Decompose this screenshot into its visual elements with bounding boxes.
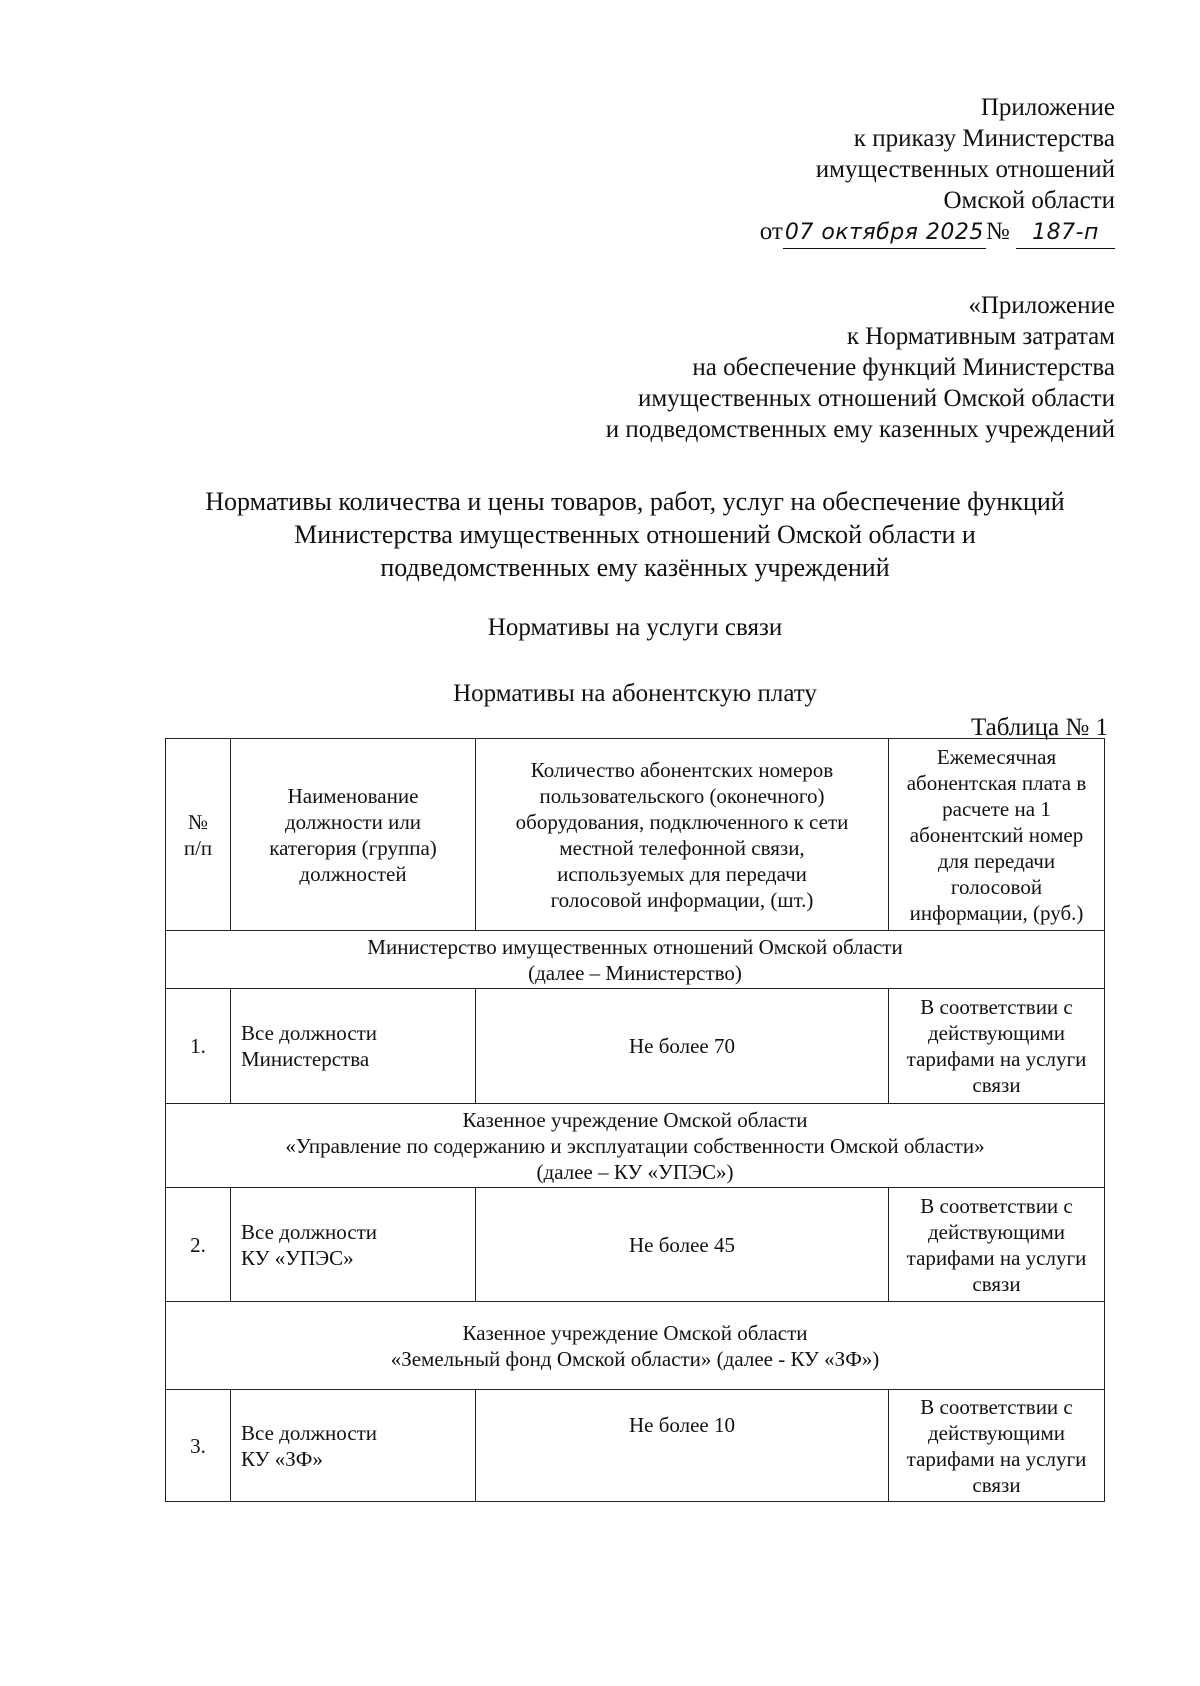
appendix-ref-line: на обеспечение функций Министерства bbox=[692, 354, 1115, 381]
appendix-reference bbox=[606, 290, 1115, 445]
cell-quantity: Не более 70 bbox=[476, 989, 889, 1104]
subtitle-subscription-fee: Нормативы на абонентскую плату bbox=[453, 680, 817, 707]
cell-text: Все должности bbox=[241, 1021, 378, 1045]
cell-quantity: Не более 10 bbox=[476, 1390, 889, 1502]
appendix-ref-line: имущественных отношений Омской области bbox=[637, 385, 1115, 412]
header-text: пользовательского (оконечного) bbox=[539, 783, 825, 808]
header-fee bbox=[889, 739, 1105, 931]
cell-text: В соответствии с bbox=[920, 995, 1073, 1019]
cell-quantity: Не более 45 bbox=[476, 1188, 889, 1302]
header-text: должностей bbox=[299, 861, 407, 886]
cell-text: Министерства bbox=[241, 1047, 370, 1071]
header-num bbox=[166, 739, 231, 931]
cell-text: Все должности bbox=[241, 1420, 378, 1445]
header-text: № bbox=[187, 809, 209, 834]
header-text: голосовой bbox=[950, 874, 1043, 899]
order-number-sign: № bbox=[985, 218, 1010, 245]
norms-table bbox=[165, 738, 1105, 1502]
order-date-handwritten: 07 октября 2025 bbox=[783, 217, 986, 249]
section-title bbox=[166, 1104, 1105, 1188]
cell-fee bbox=[889, 1188, 1105, 1302]
header-text: используемых для передачи bbox=[557, 861, 807, 886]
header-text: для передачи bbox=[937, 848, 1056, 873]
header-text: информации, (руб.) bbox=[909, 900, 1084, 925]
title-line: Нормативы количества и цены товаров, работ, услуг на обеспечение функций bbox=[205, 487, 1065, 516]
section-title bbox=[166, 1302, 1105, 1390]
header-text: категория (группа) bbox=[269, 835, 437, 860]
appendix-ref-line: к Нормативным затратам bbox=[846, 323, 1115, 350]
cell-text: действующими bbox=[927, 1219, 1066, 1244]
title-line: подведомственных ему казённых учреждений bbox=[380, 553, 890, 582]
cell-text: В соответствии с bbox=[920, 1193, 1073, 1218]
cell-text: тарифами на услуги bbox=[906, 1047, 1087, 1071]
cell-position bbox=[231, 1188, 476, 1302]
cell-text: тарифами на услуги bbox=[906, 1446, 1087, 1471]
header-text: абонентская плата в bbox=[906, 770, 1087, 795]
cell-text: связи bbox=[972, 1472, 1021, 1497]
title-line: Министерства имущественных отношений Омской области и bbox=[294, 520, 976, 549]
cell-text: КУ «ЗФ» bbox=[241, 1446, 323, 1471]
cell-num: 2. bbox=[166, 1188, 231, 1302]
appendix-line: Омской области bbox=[943, 187, 1115, 214]
header-text: абонентский номер bbox=[909, 822, 1084, 847]
section-title-line: (далее – КУ «УПЭС») bbox=[536, 1159, 734, 1184]
section-title bbox=[166, 931, 1105, 989]
cell-num: 3. bbox=[166, 1390, 231, 1502]
appendix-line: к приказу Министерства bbox=[853, 125, 1115, 152]
appendix-header bbox=[760, 92, 1115, 249]
header-text: Наименование bbox=[287, 783, 419, 808]
table-row bbox=[166, 1188, 1105, 1302]
header-text: голосовой информации, (шт.) bbox=[550, 887, 814, 912]
header-text: п/п bbox=[183, 835, 213, 860]
cell-fee bbox=[889, 989, 1105, 1104]
section-title-line: «Управление по содержанию и эксплуатации собственности Омской области» bbox=[285, 1133, 985, 1158]
table-header-row bbox=[166, 739, 1105, 931]
header-text: местной телефонной связи, bbox=[559, 835, 805, 860]
order-date-line bbox=[760, 216, 1115, 249]
cell-position bbox=[231, 1390, 476, 1502]
header-quantity bbox=[476, 739, 889, 931]
cell-text: В соответствии с bbox=[920, 1394, 1073, 1419]
header-text: должности или bbox=[284, 809, 422, 834]
order-number-handwritten: 187-п bbox=[1016, 217, 1115, 249]
cell-text: КУ «УПЭС» bbox=[241, 1245, 354, 1270]
subtitle-communication: Нормативы на услуги связи bbox=[487, 614, 783, 641]
section-row-upes bbox=[166, 1104, 1105, 1188]
header-text: Количество абонентских номеров bbox=[530, 757, 834, 782]
cell-num: 1. bbox=[166, 989, 231, 1104]
header-text: расчете на 1 bbox=[942, 796, 1051, 821]
cell-text: тарифами на услуги bbox=[906, 1245, 1087, 1270]
section-title-line: Министерство имущественных отношений Омской области bbox=[367, 934, 903, 959]
cell-text: связи bbox=[972, 1073, 1021, 1097]
section-title-line: Казенное учреждение Омской области bbox=[462, 1320, 808, 1345]
table-label: Таблица № 1 bbox=[970, 714, 1108, 741]
section-row-ministry bbox=[166, 931, 1105, 989]
cell-fee bbox=[889, 1390, 1105, 1502]
appendix-line: Приложение bbox=[980, 94, 1115, 121]
appendix-ref-line: и подведомственных ему казенных учреждений bbox=[605, 416, 1115, 443]
table-row bbox=[166, 989, 1105, 1104]
header-text: оборудования, подключенного к сети bbox=[515, 809, 849, 834]
section-title-line: «Земельный фонд Омской области» (далее - КУ «ЗФ») bbox=[390, 1346, 880, 1371]
document-title bbox=[130, 485, 1140, 584]
header-text: Ежемесячная bbox=[936, 744, 1057, 769]
cell-text: связи bbox=[972, 1271, 1021, 1296]
section-row-zf bbox=[166, 1302, 1105, 1390]
cell-text: действующими bbox=[927, 1021, 1066, 1045]
table-row bbox=[166, 1390, 1105, 1502]
cell-text: Все должности bbox=[241, 1219, 378, 1244]
header-position bbox=[231, 739, 476, 931]
order-prefix: от bbox=[759, 218, 783, 245]
section-title-line: (далее – Министерство) bbox=[528, 960, 742, 985]
appendix-line: имущественных отношений bbox=[815, 156, 1115, 183]
cell-text: действующими bbox=[927, 1420, 1066, 1445]
appendix-ref-line: «Приложение bbox=[968, 292, 1115, 319]
cell-position bbox=[231, 989, 476, 1104]
section-title-line: Казенное учреждение Омской области bbox=[462, 1107, 808, 1132]
